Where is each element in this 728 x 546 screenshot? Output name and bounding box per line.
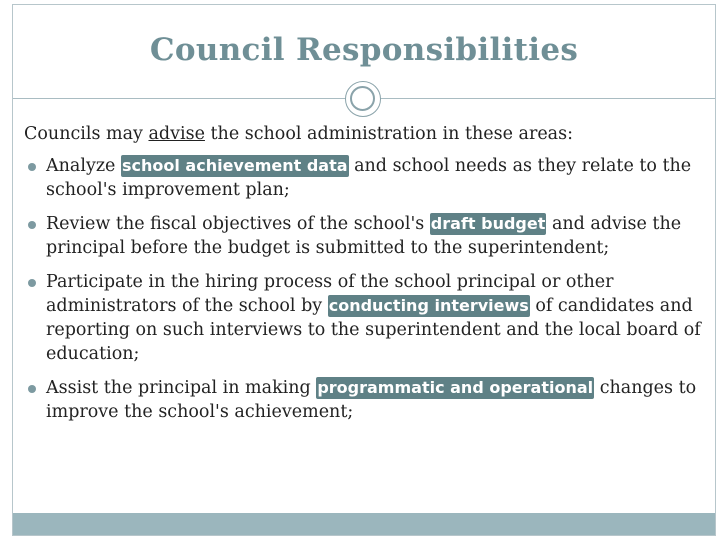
slide-body bbox=[24, 122, 704, 434]
slide-title: Council Responsibilities bbox=[149, 32, 579, 68]
ring-ornament-icon bbox=[345, 81, 381, 117]
bullet-text-after: and school needs as they relate to the school's improvement plan; bbox=[46, 156, 692, 200]
bullet-highlight: conducting interviews bbox=[328, 296, 529, 315]
intro-underlined-word: advise bbox=[148, 124, 205, 144]
bullet-highlight: programmatic and operational bbox=[317, 378, 594, 397]
bullet-highlight: draft budget bbox=[430, 214, 546, 233]
footer-bar bbox=[13, 513, 715, 535]
bullet-dot-icon bbox=[28, 221, 36, 229]
intro-before: Councils may bbox=[24, 124, 149, 144]
bullet-dot-icon bbox=[28, 163, 36, 171]
bullet-list bbox=[24, 154, 704, 424]
bullet-text-after: of candidates and reporting on such interviews to the superintendent and the local board of education; bbox=[46, 296, 701, 364]
bullet-item bbox=[24, 154, 704, 202]
bullet-text-after: and advise the principal before the budget is submitted to the superintendent; bbox=[46, 214, 682, 258]
bullet-item bbox=[24, 376, 704, 424]
intro-line bbox=[24, 122, 704, 146]
bullet-dot-icon bbox=[28, 279, 36, 287]
bullet-text-before: Assist the principal in making bbox=[46, 378, 317, 398]
bullet-text-after: changes to improve the school's achievement; bbox=[46, 378, 697, 422]
bullet-text-before: Review the fiscal objectives of the school's bbox=[46, 214, 430, 234]
bullet-dot-icon bbox=[28, 385, 36, 393]
bullet-item bbox=[24, 212, 704, 260]
bullet-item bbox=[24, 270, 704, 366]
bullet-text-before: Analyze bbox=[46, 156, 121, 176]
bullet-highlight: school achievement data bbox=[121, 156, 348, 175]
intro-after: the school administration in these areas: bbox=[204, 124, 573, 144]
bullet-text-before: Participate in the hiring process of the school principal or other administrators of the school by bbox=[46, 272, 614, 316]
ring-ornament-inner bbox=[350, 86, 375, 111]
